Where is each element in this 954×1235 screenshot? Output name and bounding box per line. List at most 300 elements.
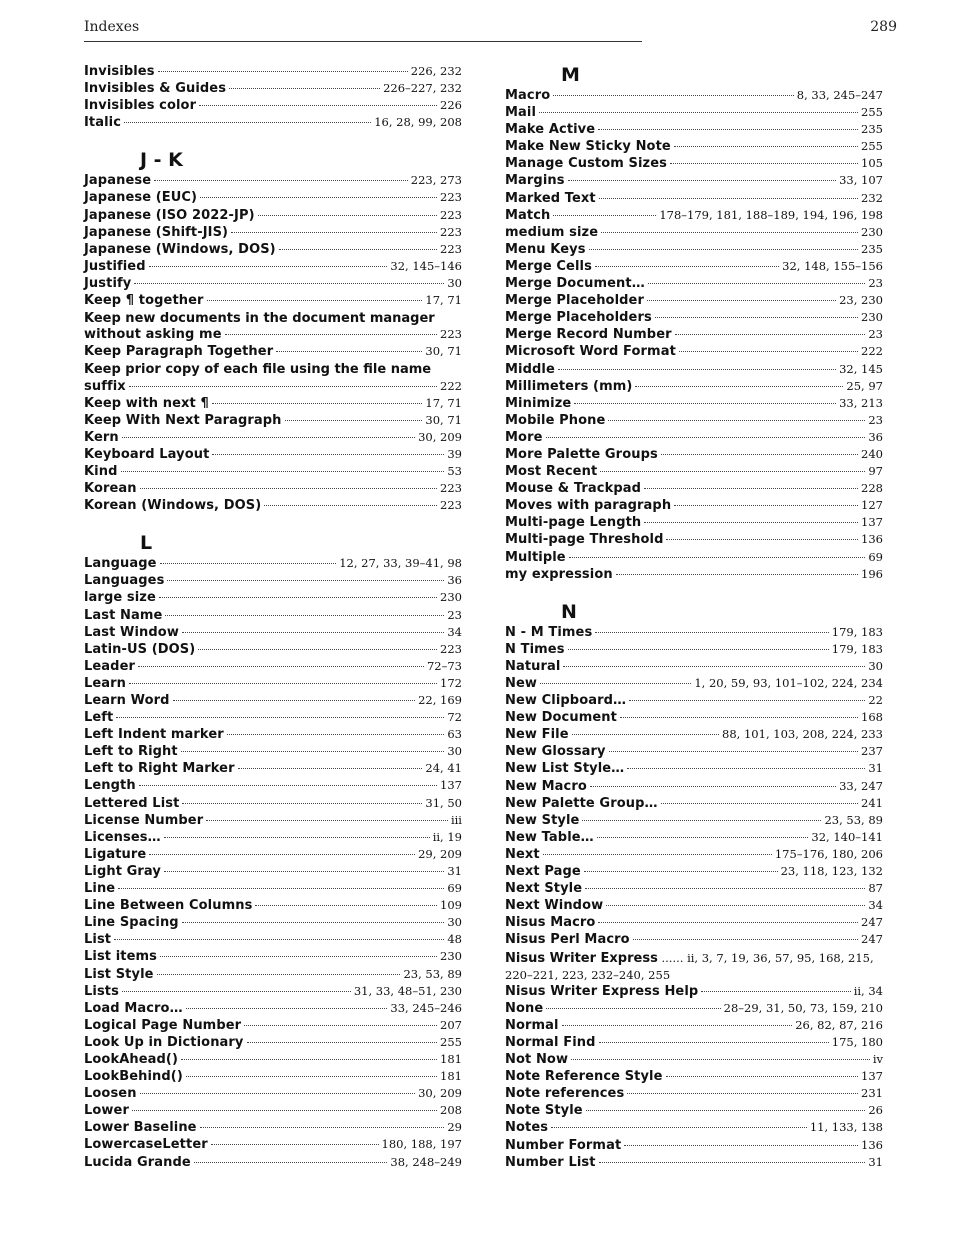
dot-leader (627, 1093, 858, 1094)
index-term: Line Spacing (84, 915, 179, 931)
index-pages: 247 (861, 932, 883, 947)
index-entry (505, 514, 883, 531)
index-entry (84, 641, 462, 658)
index-pages: 31 (447, 863, 462, 878)
index-group (505, 624, 883, 949)
index-entry (84, 275, 462, 292)
index-entry (505, 675, 883, 692)
dot-leader (661, 803, 858, 804)
index-term: N - M Times (505, 624, 593, 640)
index-term: Keep Paragraph Together (84, 344, 274, 360)
dot-leader (661, 454, 858, 455)
index-entry (84, 172, 462, 189)
index-pages: 168 (861, 710, 883, 725)
index-pages: 17, 71 (425, 395, 462, 410)
dot-leader (186, 1076, 437, 1077)
index-term: Leader (84, 658, 136, 674)
index-pages: 17, 71 (425, 293, 462, 308)
index-pages: 230 (861, 310, 883, 325)
index-term: Logical Page Number (84, 1017, 242, 1033)
index-term: Note Style (505, 1103, 583, 1119)
index-entry (84, 189, 462, 206)
index-term: Learn (84, 675, 127, 691)
index-entry (84, 983, 462, 1000)
index-pages: 87 (868, 881, 883, 896)
index-entry (84, 572, 462, 589)
index-pages: 34 (447, 624, 462, 639)
index-term: Learn Word (84, 693, 170, 708)
dot-leader (647, 300, 836, 301)
index-entry (84, 624, 462, 641)
index-pages: 38, 248–249 (390, 1154, 462, 1169)
index-entry (505, 190, 883, 207)
index-term: N Times (505, 641, 565, 657)
dot-leader (211, 1144, 379, 1145)
index-term: Make New Sticky Note (505, 139, 671, 155)
index-pages: 228 (861, 481, 883, 496)
index-term: Lower (84, 1103, 129, 1119)
index-term: Lucida Grande (84, 1154, 191, 1170)
index-term: Make Active (505, 122, 596, 138)
index-entry (505, 138, 883, 155)
index-pages: 30 (447, 275, 462, 290)
dot-leader (132, 1110, 437, 1111)
index-pages: 208 (440, 1103, 462, 1118)
index-term: Lettered List (84, 795, 180, 811)
dot-leader (158, 71, 408, 72)
index-pages: 178–179, 181, 188–189, 194, 196, 198 (659, 207, 883, 222)
index-entry (84, 258, 462, 275)
index-entry (84, 446, 462, 463)
index-term: Italic (84, 115, 122, 131)
index-term: Keep new documents in the document manager (84, 311, 435, 327)
index-term: LookBehind() (84, 1069, 183, 1085)
dot-leader (114, 939, 444, 940)
index-term: New Glossary (505, 744, 606, 760)
index-entry (84, 80, 462, 97)
index-entry (84, 207, 462, 224)
dot-leader (186, 1008, 388, 1009)
index-pages: 223 (440, 207, 462, 222)
index-pages: 235 (861, 122, 883, 137)
index-pages: 23 (447, 607, 462, 622)
index-term: Margins (505, 173, 565, 189)
dot-leader (149, 266, 388, 267)
index-pages: 26, 82, 87, 216 (795, 1017, 883, 1032)
dot-leader (624, 1145, 858, 1146)
index-term: Multi-page Length (505, 515, 642, 531)
index-entry (84, 555, 462, 572)
dot-leader (701, 991, 850, 992)
dot-leader (181, 1059, 437, 1060)
dot-leader (666, 1076, 859, 1077)
index-entry (505, 241, 883, 258)
dot-leader (629, 700, 865, 701)
index-entry (84, 846, 462, 863)
index-group (84, 343, 462, 360)
index-pages: 22, 169 (418, 693, 462, 707)
index-entry (505, 87, 883, 104)
index-term: Not Now (505, 1052, 569, 1068)
dot-leader (129, 386, 437, 387)
index-entry (84, 360, 462, 377)
index-term: Ligature (84, 846, 147, 862)
index-pages: 175, 180 (831, 1034, 883, 1049)
index-pages: 223 (440, 498, 462, 513)
index-entry (505, 155, 883, 172)
index-pages: 39 (447, 446, 462, 461)
index-term: Next (505, 846, 540, 862)
index-pages: 30, 209 (418, 1086, 462, 1101)
index-pages: 226–227, 232 (383, 81, 462, 96)
index-term: Manage Custom Sizes (505, 156, 667, 172)
index-group (84, 172, 462, 309)
index-term: Left (84, 710, 114, 726)
index-group (84, 326, 462, 343)
dot-leader (574, 403, 836, 404)
index-entry (84, 812, 462, 829)
index-term: Normal (505, 1017, 559, 1033)
index-term: Mouse & Trackpad (505, 481, 642, 497)
index-entry (84, 1000, 462, 1017)
dot-leader (255, 905, 437, 906)
index-term: Multi-page Threshold (505, 532, 664, 548)
dot-leader (568, 649, 829, 650)
index-term: Kind (84, 463, 118, 479)
index-term: Keep prior copy of each file using the file name (84, 362, 432, 378)
index-term: Left Indent marker (84, 727, 224, 743)
index-pages: 180, 188, 197 (381, 1137, 462, 1152)
index-term: Marked Text (505, 190, 596, 206)
index-term: Justified (84, 258, 146, 274)
index-entry (505, 292, 883, 309)
index-entry (505, 726, 883, 743)
index-term: Keep ¶ together (84, 293, 204, 309)
dot-leader (129, 683, 437, 684)
index-entry (84, 743, 462, 760)
index-term: Japanese (84, 173, 152, 189)
dot-leader (118, 888, 444, 889)
index-entry (84, 880, 462, 897)
dot-leader (608, 420, 865, 421)
dot-leader (124, 122, 371, 123)
index-pages: 196 (861, 566, 883, 581)
index-entry (505, 395, 883, 412)
index-term: Merge Placeholders (505, 310, 652, 326)
dot-leader (199, 105, 437, 106)
index-entry (84, 948, 462, 965)
index-term: suffix (84, 378, 126, 394)
index-pages: 255 (440, 1034, 462, 1049)
index-pages: 232 (861, 190, 883, 205)
index-group (84, 378, 462, 395)
index-term: Line (84, 881, 116, 897)
index-term: New Palette Group… (505, 795, 658, 811)
index-entry (84, 480, 462, 497)
index-pages: 30, 209 (418, 429, 462, 444)
dot-leader (584, 871, 778, 872)
index-pages: 31, 33, 48–51, 230 (353, 983, 462, 998)
index-term: Mail (505, 105, 537, 121)
index-pages: 69 (447, 881, 462, 896)
index-term: Korean (84, 481, 137, 497)
index-entry (505, 480, 883, 497)
index-pages: 222 (440, 378, 462, 393)
index-term: LookAhead() (84, 1051, 178, 1067)
index-entry (505, 846, 883, 863)
index-entry (505, 1000, 883, 1017)
index-entry (505, 1017, 883, 1034)
index-entry (505, 709, 883, 726)
index-entry (505, 343, 883, 360)
dot-leader (644, 522, 858, 523)
index-pages: 34 (868, 898, 883, 913)
index-entry (84, 1102, 462, 1119)
index-entry (505, 121, 883, 138)
index-pages: 30, 71 (425, 412, 462, 427)
index-entry (505, 1137, 883, 1154)
index-pages: 223 (440, 224, 462, 239)
index-pages: 255 (861, 105, 883, 120)
index-entry (505, 743, 883, 760)
index-entry (84, 658, 462, 675)
index-entry (505, 812, 883, 829)
index-entry (84, 1034, 462, 1051)
index-pages: 226, 232 (410, 64, 462, 78)
index-entry (505, 829, 883, 846)
index-term: Look Up in Dictionary (84, 1034, 244, 1050)
index-entry (84, 497, 462, 514)
index-entry (505, 207, 883, 224)
index-term: Keep With Next Paragraph (84, 412, 282, 428)
index-term: More Palette Groups (505, 446, 658, 462)
index-entry (84, 114, 462, 131)
index-term: Millimeters (mm) (505, 378, 633, 394)
dot-leader (140, 1093, 416, 1094)
dot-leader (553, 215, 656, 216)
index-entry (505, 914, 883, 931)
index-pages: 241 (861, 795, 883, 810)
index-term: List Style (84, 966, 154, 982)
dot-leader (572, 734, 719, 735)
index-term: Mobile Phone (505, 412, 606, 428)
index-entry (84, 463, 462, 480)
dot-leader (674, 505, 858, 506)
index-entry (84, 1017, 462, 1034)
letter-heading: N (561, 600, 577, 623)
index-pages: 223 (440, 327, 462, 342)
dot-leader (648, 283, 866, 284)
index-group (84, 395, 462, 515)
index-pages: 36 (868, 429, 883, 444)
dot-leader (571, 1059, 870, 1060)
index-group (84, 555, 462, 1170)
index-entry (84, 966, 462, 983)
index-pages: 30 (447, 744, 462, 759)
index-group (505, 87, 883, 583)
index-pages: 127 (861, 498, 883, 513)
index-pages: 231 (861, 1086, 883, 1101)
dot-leader (595, 266, 779, 267)
index-pages: 32, 145 (839, 361, 883, 376)
dot-leader (140, 488, 437, 489)
index-term: Most Recent (505, 464, 598, 480)
index-entry (84, 241, 462, 258)
index-pages: ii, 3, 7, 19, 36, 57, 95, 168, 215, (687, 950, 874, 965)
index-entry (505, 531, 883, 548)
dot-leader (620, 717, 858, 718)
dot-leader (609, 751, 858, 752)
dot-leader (159, 597, 437, 598)
index-entry (505, 412, 883, 429)
index-pages: 30 (447, 915, 462, 930)
index-entry (505, 658, 883, 675)
index-pages: 222 (861, 344, 883, 359)
dot-leader (212, 454, 444, 455)
index-entry (505, 497, 883, 514)
index-term: Latin-US (DOS) (84, 641, 196, 657)
index-term: Nisus Writer Express (505, 950, 658, 966)
index-term: medium size (505, 224, 599, 240)
dot-leader (551, 1127, 807, 1128)
index-term: Language (84, 556, 157, 572)
index-pages: 230 (861, 224, 883, 239)
index-entry (84, 863, 462, 880)
dot-leader (563, 666, 865, 667)
index-term: Korean (Windows, DOS) (84, 498, 262, 514)
dot-leader (198, 649, 437, 650)
index-entry (505, 429, 883, 446)
left-column (84, 63, 462, 1171)
index-entry (505, 104, 883, 121)
index-pages: 23, 230 (839, 293, 883, 308)
index-entry (84, 709, 462, 726)
index-pages: 136 (861, 1137, 883, 1152)
index-pages: 255 (861, 139, 883, 154)
index-entry (505, 1102, 883, 1119)
index-entry (505, 258, 883, 275)
dot-leader (543, 854, 772, 855)
index-term: Next Page (505, 864, 581, 880)
index-term: Note Reference Style (505, 1069, 663, 1085)
section-title: Indexes (84, 19, 140, 35)
index-entry (505, 566, 883, 583)
index-entry (84, 309, 462, 326)
index-group (84, 63, 462, 131)
index-term: Normal Find (505, 1034, 596, 1050)
index-term: List items (84, 949, 157, 965)
index-term: my expression (505, 566, 613, 582)
index-entry (505, 172, 883, 189)
index-entry (505, 224, 883, 241)
index-pages: 33, 245–246 (390, 1000, 462, 1015)
letter-heading: L (140, 532, 153, 555)
index-pages: 23, 53, 89 (824, 812, 883, 827)
dot-leader (122, 437, 415, 438)
index-pages: 72 (447, 710, 462, 725)
index-term: Left to Right (84, 744, 178, 760)
dot-leader (247, 1042, 438, 1043)
index-entry (505, 1034, 883, 1051)
index-pages: 32, 148, 155–156 (782, 258, 883, 273)
index-term: Merge Placeholder (505, 293, 644, 309)
index-term: Japanese (Windows, DOS) (84, 241, 276, 257)
index-pages: 181 (440, 1069, 462, 1084)
index-term: Middle (505, 361, 555, 377)
right-column (505, 63, 883, 1171)
index-entry (84, 1119, 462, 1136)
index-entry (84, 378, 462, 395)
letter-heading: M (561, 64, 580, 86)
dot-leader (582, 820, 821, 821)
dot-leader (276, 351, 422, 352)
index-pages: 33, 213 (839, 395, 883, 410)
index-pages: 223, 273 (410, 173, 462, 188)
dot-leader (674, 146, 858, 147)
index-pages: 172 (440, 675, 462, 690)
index-entry (505, 863, 883, 880)
dot-leader (585, 888, 865, 889)
index-entry (84, 607, 462, 624)
index-term: Match (505, 207, 551, 223)
index-entry (505, 760, 883, 777)
index-term: Length (84, 778, 136, 794)
index-entry: Nisus Writer Express ...... ii, 3, 7, 19, 36, 57, 95, 168, 215, (505, 950, 874, 966)
index-pages: 137 (861, 515, 883, 530)
index-pages: 136 (861, 532, 883, 547)
index-entry (84, 692, 462, 709)
dot-leader (229, 88, 380, 89)
index-entry (84, 589, 462, 606)
dot-leader (181, 751, 445, 752)
dot-leader (599, 1042, 829, 1043)
index-pages: 30 (868, 658, 883, 673)
index-term: Light Gray (84, 863, 161, 879)
index-entry (505, 326, 883, 343)
dot-leader (154, 180, 408, 181)
dot-leader (182, 922, 445, 923)
index-entry (84, 343, 462, 360)
index-pages: 32, 140–141 (811, 829, 883, 844)
index-pages: 223 (440, 641, 462, 656)
index-term: without asking me (84, 327, 222, 343)
index-pages: 30, 71 (425, 344, 462, 359)
index-entry (84, 1085, 462, 1102)
index-term: Japanese (Shift-JIS) (84, 224, 229, 240)
index-entry (84, 1154, 462, 1171)
index-term: New (505, 676, 538, 691)
index-term: Merge Document… (505, 276, 645, 292)
dot-leader (157, 974, 401, 975)
index-pages: 32, 145–146 (390, 258, 462, 273)
index-pages: 207 (440, 1017, 462, 1032)
index-pages: 53 (447, 463, 462, 478)
index-term: Macro (505, 88, 551, 103)
dot-leader (264, 505, 437, 506)
index-entry (84, 914, 462, 931)
index-pages: 31 (868, 1154, 883, 1169)
dot-leader (599, 1162, 866, 1163)
index-term: large size (84, 590, 156, 606)
index-term: Number Format (505, 1137, 622, 1153)
dot-leader (635, 386, 843, 387)
dot-leader (666, 539, 858, 540)
index-entry (505, 275, 883, 292)
index-term: Load Macro… (84, 1000, 183, 1016)
page-number: 289 (870, 19, 897, 35)
index-term: New Clipboard… (505, 693, 627, 709)
index-entry (505, 1051, 883, 1068)
